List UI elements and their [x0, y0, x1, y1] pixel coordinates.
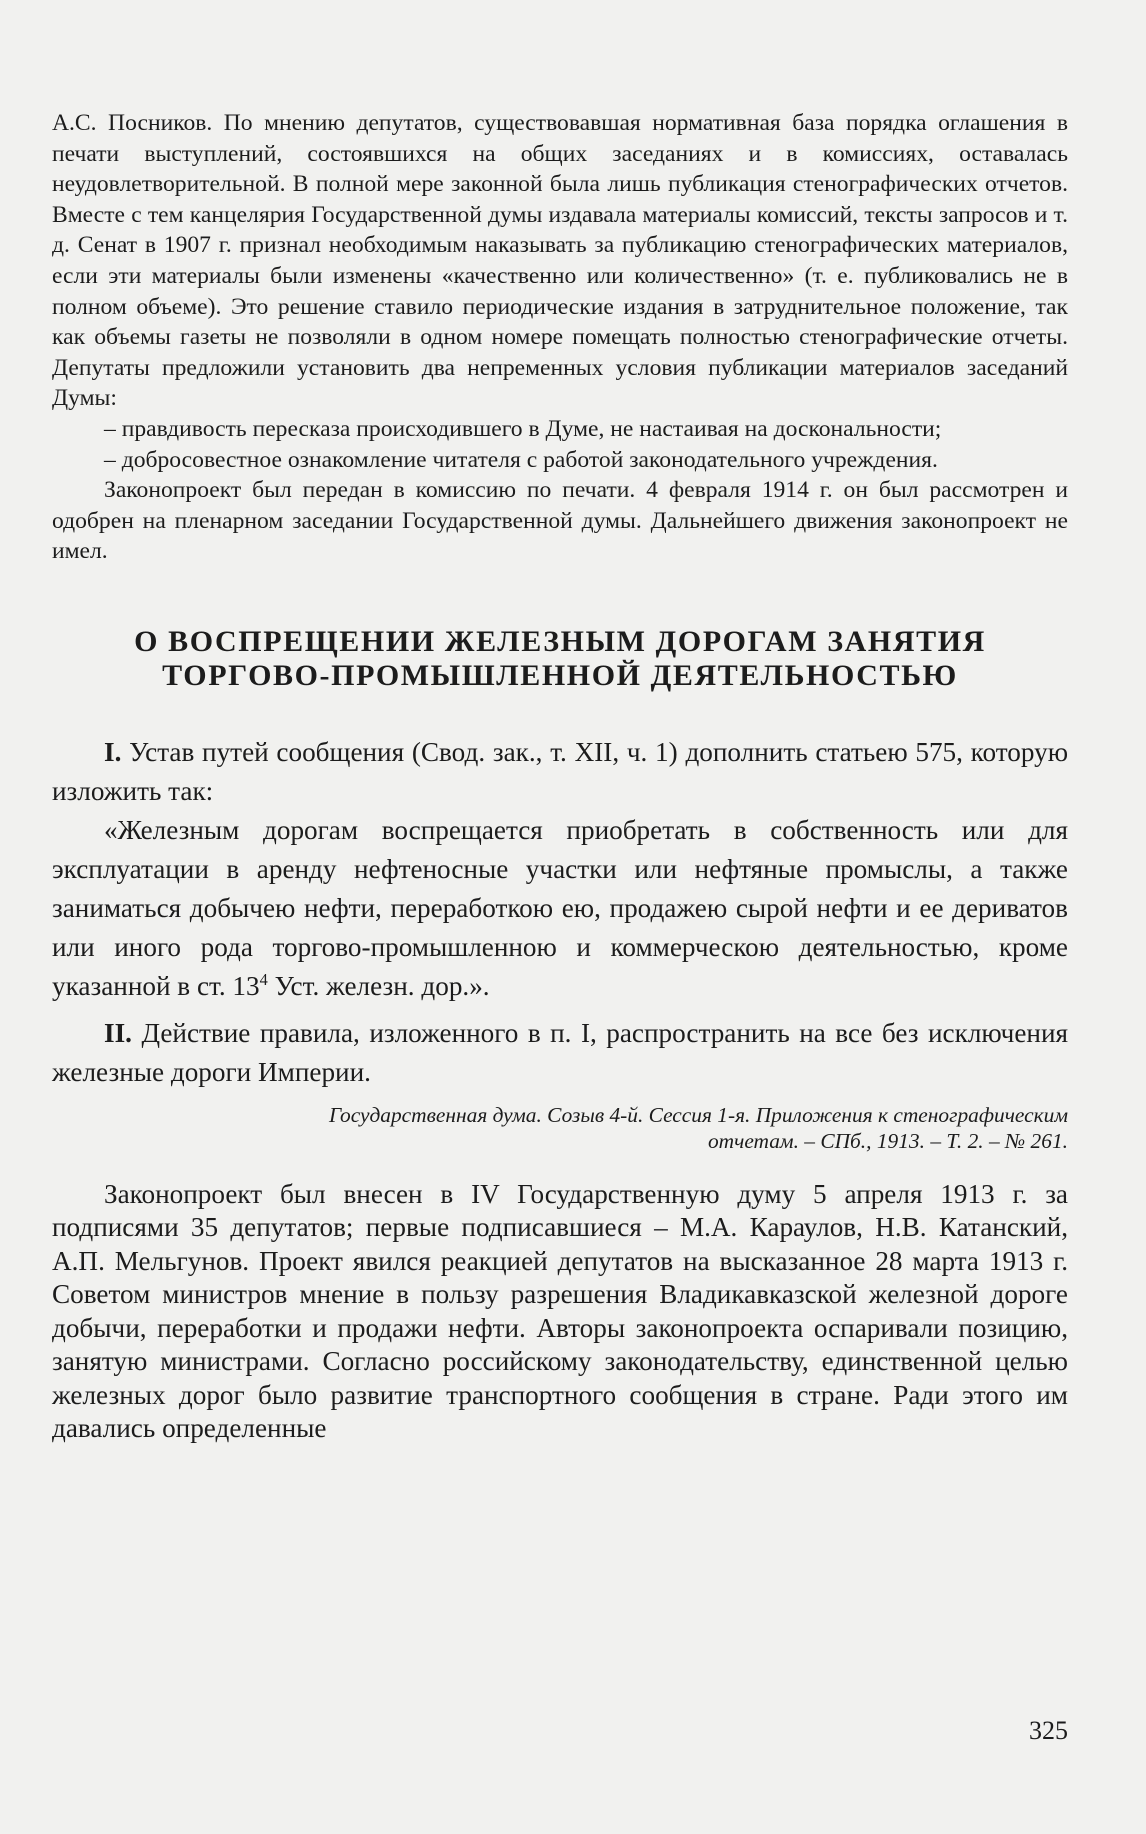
- heading-line-1: О ВОСПРЕЩЕНИИ ЖЕЛЕЗНЫМ ДОРОГАМ ЗАНЯТИЯ: [134, 624, 986, 658]
- page-number: 325: [1029, 1716, 1068, 1745]
- paragraph-commentary: Законопроект был внесен в IV Государственную думу 5 апреля 1913 г. за подписями 35 депутатов; первые подписавшиеся – М.А. Караулов, Н.В. Катанский, А.П. Мельгунов. Проект явился реакцией депутатов на высказанное 28 марта 1913 г. Советом министров мнение в пользу разрешения Владикавказской железной дороге добычи, переработки и продажи нефти. Авторы законопроекта оспаривали позицию, занятую министрами. Согласно российскому законодательству, единственной целью железных дорог было развитие транспортного сообщения в стране. Ради этого им давались определенные: [52, 1178, 1068, 1444]
- heading-line-2: ТОРГОВО-ПРОМЫШЛЕННОЙ ДЕЯТЕЛЬНОСТЬЮ: [162, 658, 958, 692]
- quote-superscript: 4: [259, 969, 268, 989]
- article-1-number: I.: [104, 736, 122, 767]
- article-1-text: Устав путей сообщения (Свод. зак., т. XII, ч. 1) дополнить статьею 575, которую изложить так:: [52, 736, 1069, 806]
- law-article-2: [52, 1014, 1068, 1092]
- article-2-text: Действие правила, изложенного в п. I, распространить на все без исключения железные дороги Империи.: [52, 1017, 1069, 1087]
- source-citation: [52, 1102, 1068, 1154]
- law-article-1: [52, 733, 1068, 811]
- paragraph-posnikov: А.С. Посников. По мнению депутатов, существовавшая нормативная база порядка оглашения в печати выступлений, состоявшихся на общих заседаниях и в комиссиях, оставалась неудовлетворительной. В полной мере законной была лишь публикация стенографических отчетов. Вместе с тем канцелярия Государственной думы издавала материалы комиссий, тексты запросов и т. д. Сенат в 1907 г. признал необходимым наказывать за публикацию стенографических материалов, если эти материалы были изменены «качественно или количественно» (т. е. публиковались не в полном объеме). Это решение ставило периодические издания в затруднительное положение, так как объемы газеты не позволяли в одном номере помещать полностью стенографические отчеты. Депутаты предложили установить два непременных условия публикации материалов заседаний Думы:: [52, 110, 1068, 412]
- section-heading: [52, 625, 1068, 693]
- source-line-1: Государственная дума. Созыв 4-й. Сессия 1-я. Приложения к стенографическим: [328, 1102, 1068, 1127]
- condition-item-1: – правдивость пересказа происходившего в Думе, не настаивая на доскональности;: [104, 415, 942, 442]
- quote-tail: Уст. железн. дор.».: [267, 970, 490, 1001]
- article-2-number: II.: [104, 1017, 132, 1048]
- condition-item-2: – добросовестное ознакомление читателя с работой законодательного учреждения.: [104, 446, 938, 473]
- paragraph-commission: Законопроект был передан в комиссию по печати. 4 февраля 1914 г. он был рассмотрен и одобрен на пленарном заседании Государственной думы. Дальнейшего движения законопроект не имел.: [52, 477, 1068, 565]
- law-quote: [52, 811, 1068, 1006]
- source-line-2: отчетам. – СПб., 1913. – Т. 2. – № 261.: [707, 1128, 1068, 1153]
- quote-text: «Железным дорогам воспрещается приобретать в собственность или для эксплуатации в аренду нефтеносные участки или нефтяные промыслы, а также заниматься добычею нефти, переработкою ею, продажею сырой нефти и ее дериватов или иного рода торгово-промышленною и коммерческою деятельностью, кроме указанной в ст. 13: [52, 814, 1068, 1001]
